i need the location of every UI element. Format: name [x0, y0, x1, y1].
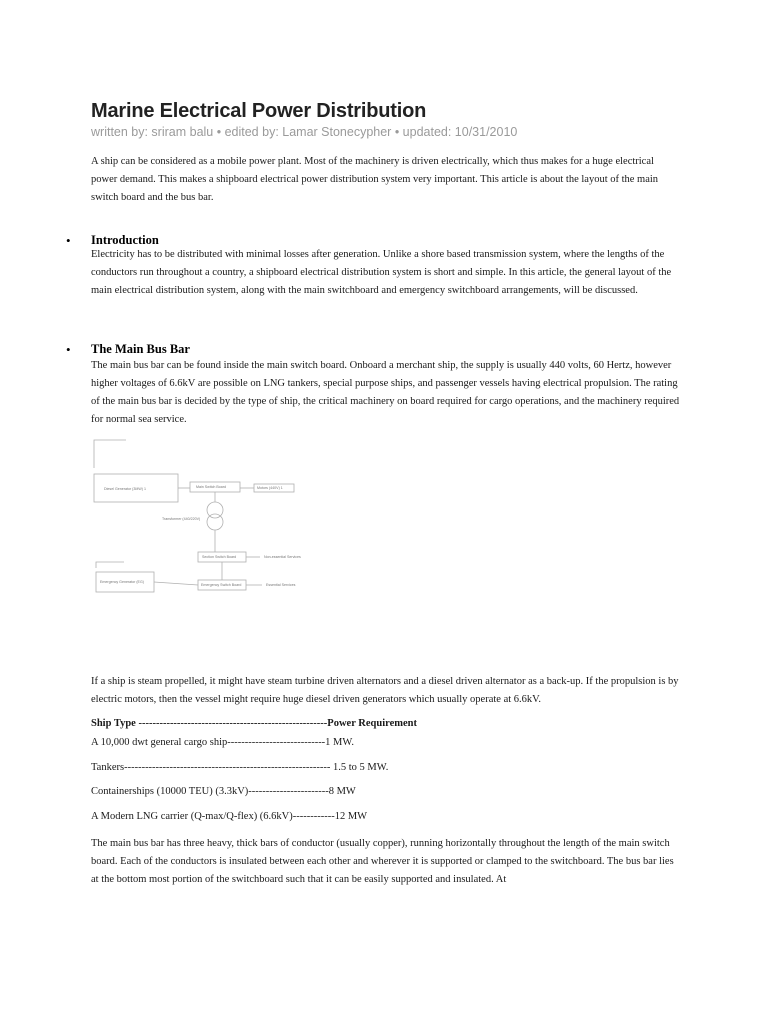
diagram-emergency-consumers-label: Essential Services: [266, 583, 296, 587]
power-table-row: Tankers----------------------------------------------------------- 1.5 to 5 MW.: [91, 762, 389, 773]
bullet-introduction: •: [66, 233, 71, 248]
diagram-section-board-label: Section Switch Board: [202, 555, 237, 559]
distribution-diagram: [90, 434, 350, 604]
power-table-row: Containerships (10000 TEU) (3.3kV)-----------------------8 MW: [91, 786, 356, 797]
diagram-emergency-switchboard-label: Emergency Switch Board: [201, 583, 242, 587]
diagram-transformer-label: Transformer (440/220V): [162, 517, 201, 521]
closing-paragraph: The main bus bar has three heavy, thick bars of conductor (usually copper), running horizontally throughout the length of the main switch board. Each of the conductors is insulated between each other and wherever it is supported or clamped to the switchboard. The bus bar lies at the bottom most portion of the switchboard such that it can be easily supported and insulated. At: [91, 838, 674, 885]
diagram-emergency-generator-label: Emergency Generator (EG): [100, 580, 144, 584]
article-byline: written by: sriram balu • edited by: Lamar Stonecypher • updated: 10/31/2010: [91, 125, 518, 139]
power-table-header: [91, 718, 417, 729]
diagram-main-switchboard-label: Main Switch Board: [196, 485, 226, 489]
power-table-row: A Modern LNG carrier (Q-max/Q-flex) (6.6kV)------------12 MW: [91, 811, 368, 822]
power-table-header-text: Ship Type ------------------------------------------------------Power Requirement: [91, 718, 418, 729]
heading-main-bus-bar: The Main Bus Bar: [91, 342, 190, 356]
diagram-generator-label: Diesel Generator (3MW) 1: [104, 487, 146, 491]
power-table-row: A 10,000 dwt general cargo ship----------------------------1 MW.: [91, 737, 354, 748]
main-bus-bar-paragraph: The main bus bar can be found inside the main switch board. Onboard a merchant ship, the supply is usually 440 volts, 60 Hertz, however higher voltages of 6.6kV are possible on LNG tankers, special purpose ships, and passenger vessels having electrical propulsion. The rating of the main bus bar is decided by the type of ship, the critical machinery on board required for cargo operations, and the machinery required for normal sea service.: [91, 360, 680, 425]
diagram-section-consumers-label: Non-essential Services: [264, 555, 301, 559]
intro-paragraph: A ship can be considered as a mobile power plant. Most of the machinery is driven electrically, which thus makes for a huge electrical power demand. This makes a shipboard electrical power distribution system very important. This article is about the layout of the main switch board and the bus bar.: [91, 156, 659, 203]
diagram-main-consumers-label: Motors (440V) 1: [257, 486, 283, 490]
heading-introduction: Introduction: [91, 233, 159, 247]
after-diagram-paragraph: If a ship is steam propelled, it might have steam turbine driven alternators and a diesel driven alternator as a back-up. If the propulsion is by electric motors, then the vessel might require huge diesel driven generators which usually operate at 6.6kV.: [91, 676, 679, 705]
introduction-paragraph: Electricity has to be distributed with minimal losses after generation. Unlike a shore based transmission system, where the lengths of the conductors run throughout a country, a shipboard electrical distribution system is short and simple. In this article, the general layout of the main electrical distribution system, along with the main switchboard and emergency switchboard arrangements, will be discussed.: [91, 249, 672, 296]
article-title: Marine Electrical Power Distribution: [91, 100, 427, 122]
bullet-main-bus-bar: •: [66, 342, 71, 357]
